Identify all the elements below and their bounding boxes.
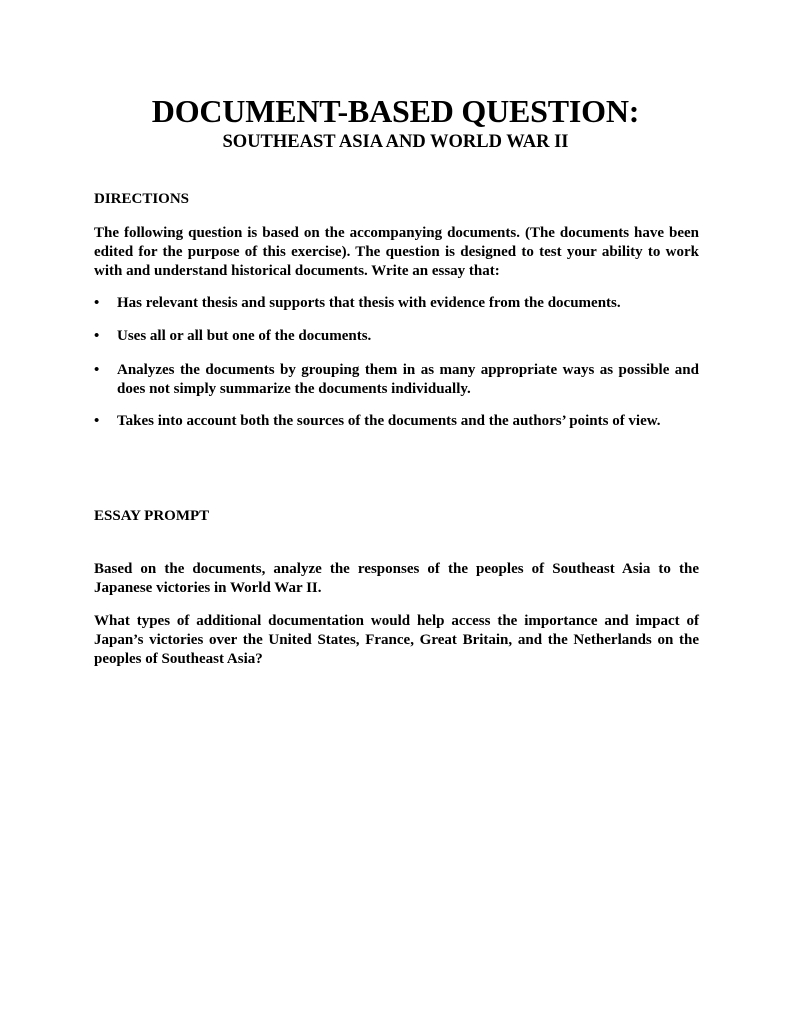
bullet-icon: • [94, 295, 100, 311]
essay-prompt-paragraph: Based on the documents, analyze the responses of the peoples of Southeast Asia to the Japanese victories in World War II. [94, 561, 699, 596]
essay-prompt-heading: ESSAY PROMPT [94, 508, 210, 524]
bullet-text: Uses all or all but one of the documents. [117, 328, 372, 344]
bullet-icon: • [94, 328, 100, 344]
essay-question-paragraph: What types of additional documentation would help access the importance and impact of Japan’s victories over the United States, France, Great Britain, and the Netherlands on the peoples of Southeast Asia? [94, 613, 699, 667]
bullet-icon: • [94, 413, 100, 429]
bullet-icon: • [94, 362, 100, 378]
directions-heading: DIRECTIONS [94, 191, 190, 207]
bullet-text: Takes into account both the sources of the documents and the authors’ points of view. [117, 413, 661, 429]
document-title: DOCUMENT-BASED QUESTION: [151, 93, 640, 129]
bullet-text: Analyzes the documents by grouping them in as many appropriate ways as possible and does not simply summarize the documents individually. [117, 362, 699, 397]
directions-paragraph: The following question is based on the accompanying documents. (The documents have been edited for the purpose of this exercise). The question is designed to test your ability to work with and understand historical documents. Write an essay that: [94, 225, 699, 279]
document-subtitle: SOUTHEAST ASIA AND WORLD WAR II [222, 132, 569, 152]
bullet-text: Has relevant thesis and supports that thesis with evidence from the documents. [117, 295, 621, 311]
